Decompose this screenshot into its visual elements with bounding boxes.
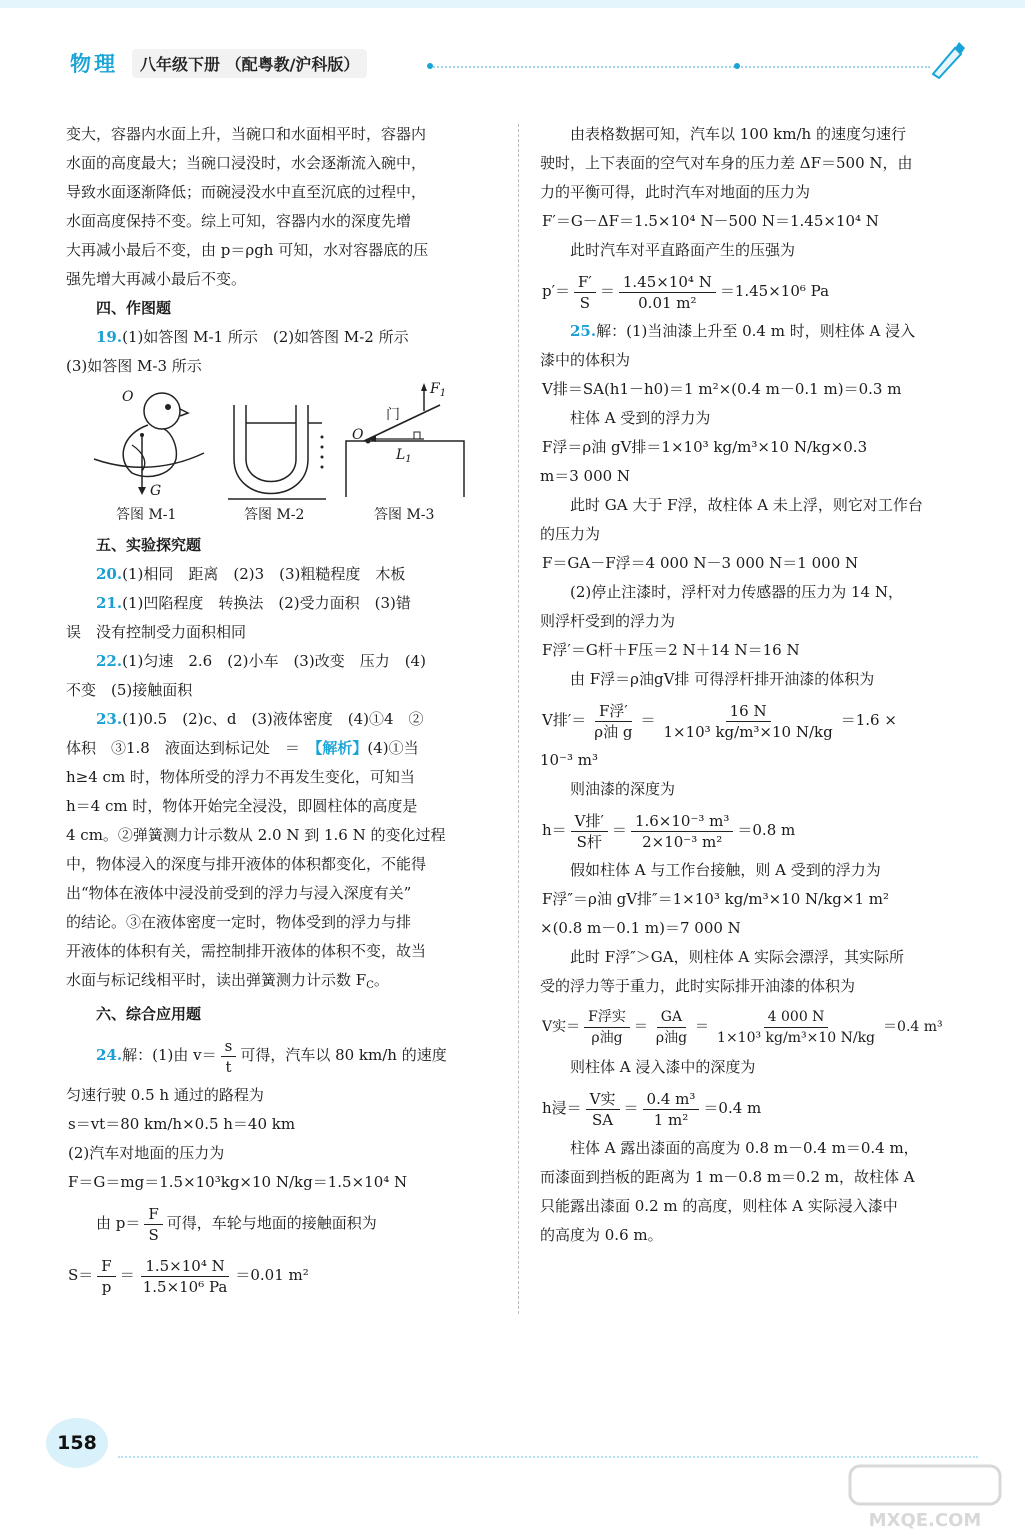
section-heading: 六、综合应用题 (96, 1005, 202, 1023)
text-line: (2)汽车对地面的压力为 (68, 1144, 225, 1162)
answer-text: V实＝ (542, 1019, 581, 1035)
text-line: 开液体的体积有关，需控制排开液体的体积不变，故当 (66, 942, 427, 960)
denominator: 0.01 m² (638, 293, 697, 312)
section-heading: 五、实验探究题 (96, 536, 202, 554)
denominator: S (579, 293, 591, 312)
equation (540, 265, 980, 317)
numerator: 1.45×10⁴ N (619, 272, 716, 293)
denominator: S杆 (576, 832, 602, 851)
text-line: 则油漆的深度为 (570, 780, 676, 798)
footer-dotted-line (118, 1456, 978, 1458)
denominator: ρ油g (655, 1029, 688, 1046)
answer-text: ＝1.45×10⁶ Pa (719, 282, 830, 300)
answer-text: ＝ (119, 1266, 135, 1284)
page-number: 158 (46, 1418, 108, 1468)
fraction (571, 811, 608, 852)
equation: F＝GA－F浮＝4 000 N－3 000 N＝1 000 N (542, 554, 859, 572)
answer-text: h＝ (542, 821, 567, 839)
caption-m1: 答图 M-1 (116, 507, 177, 523)
answer-text: (1)凹陷程度 转换法 (2)受力面积 (3)错 (122, 594, 411, 612)
text-line: 误 没有控制受力面积相同 (66, 623, 247, 641)
fraction (221, 1036, 237, 1077)
text-line: 的压力为 (540, 525, 601, 543)
answer-text: ＝0.4 m³ (883, 1019, 943, 1035)
answer-text: 体积 ③1.8 液面达到标记处 ＝ (66, 739, 315, 757)
answer-text: 解：(1)当油漆上升至 0.4 m 时，则柱体 A 浸入 (596, 322, 916, 340)
answer-text: ＝ (611, 821, 627, 839)
equation (540, 804, 980, 856)
watermark-logo (840, 1462, 1010, 1532)
numerator: s (221, 1036, 237, 1057)
equation (66, 1249, 498, 1301)
equation: F′＝G－ΔF＝1.5×10⁴ N－500 N＝1.45×10⁴ N (542, 212, 879, 230)
label-L: L (396, 447, 406, 463)
equation: F浮＝ρ油 gV排＝1×10³ kg/m³×10 N/kg×0.3 (542, 438, 868, 456)
text-line: 力的平衡可得，此时汽车对地面的压力为 (540, 183, 811, 201)
text-line: 驶时，上下表面的空气对车身的压力差 ΔF＝500 N，由 (540, 154, 913, 172)
equation (66, 1197, 498, 1249)
label-O: O (122, 389, 134, 405)
text-line: 柱体 A 受到的浮力为 (570, 409, 711, 427)
answer-23 (66, 705, 498, 734)
answer-19 (66, 323, 498, 352)
fraction (586, 1089, 620, 1130)
text-line: 由 F浮＝ρ油gV排 可得浮杆排开油漆的体积为 (570, 670, 875, 688)
fraction (574, 272, 596, 313)
text-line (66, 734, 498, 763)
header-dot (427, 63, 433, 69)
denominator: t (225, 1057, 232, 1076)
grade-label: 八年级下册 （配粤教/沪科版） (132, 49, 367, 78)
text-line: 大再减小最后不变，由 p＝ρgh 可知，水对容器底的压 (66, 241, 429, 259)
answer-21 (66, 589, 498, 618)
denominator: S (148, 1225, 159, 1244)
answer-24 (66, 1029, 498, 1081)
pen-icon (925, 38, 967, 80)
answer-text: (4)①当 (367, 739, 419, 757)
text-line: 水面高度保持不变。综上可知，容器内水的深度先增 (66, 212, 412, 230)
section-heading: 四、作图题 (96, 299, 172, 317)
equation: F＝G＝mg＝1.5×10³kg×10 N/kg＝1.5×10⁴ N (68, 1173, 408, 1191)
text-line: 4 cm。②弹簧测力计示数从 2.0 N 到 1.6 N 的变化过程 (66, 826, 446, 844)
answer-text: (1)相同 距离 (2)3 (3)粗糙程度 木板 (122, 565, 406, 583)
denominator: 1×10³ kg/m³×10 N/kg (717, 1029, 876, 1046)
text-line: 10⁻³ m³ (540, 751, 599, 769)
answer-text: ＝ (633, 1019, 648, 1035)
fraction (631, 811, 733, 852)
text-line: 受的浮力等于重力，此时实际排开油漆的体积为 (540, 977, 856, 995)
numerator: V排′ (571, 811, 608, 832)
text-line: (3)如答图 M-3 所示 (66, 357, 202, 375)
denominator: 1.5×10⁶ Pa (142, 1277, 228, 1296)
numerator: F (144, 1204, 162, 1225)
question-number: 20. (96, 565, 123, 583)
watermark-text: MXQE.COM (868, 1510, 982, 1531)
answer-text: 解：(1)由 v＝ (122, 1046, 217, 1064)
answer-text: S＝ (68, 1266, 94, 1284)
numerator: 0.4 m³ (643, 1089, 700, 1110)
text-line: 漆中的体积为 (540, 351, 631, 369)
numerator: F浮′ (595, 701, 632, 722)
text-line: 柱体 A 露出漆面的高度为 0.8 m－0.4 m＝0.4 m， (570, 1139, 919, 1157)
equation (540, 1082, 980, 1134)
label-L1 (396, 441, 412, 474)
text-line (66, 966, 498, 1000)
fraction (643, 1089, 700, 1130)
numerator: V实 (586, 1089, 620, 1110)
fraction (659, 701, 836, 742)
fraction (144, 1204, 162, 1245)
text-line: 水面的高度最大；当碗口浸没时，水会逐渐流入碗中， (66, 154, 427, 172)
fraction (97, 1256, 115, 1297)
text-line: 此时汽车对平直路面产生的压强为 (570, 241, 796, 259)
answer-text: (1)匀速 2.6 (2)小车 (3)改变 压力 (4) (122, 652, 426, 670)
label-F1 (430, 375, 446, 408)
u-tube-figure (226, 389, 336, 501)
equation: s＝vt＝80 km/h×0.5 h＝40 km (68, 1115, 296, 1133)
denominator: 2×10⁻³ m² (642, 832, 723, 851)
answer-20 (66, 560, 498, 589)
top-band (0, 0, 1025, 8)
equation: F浮′＝G杆＋F压＝2 N＋14 N＝16 N (542, 641, 800, 659)
fraction (584, 1007, 630, 1048)
text-line: 假如柱体 A 与工作台接触，则 A 受到的浮力为 (570, 861, 881, 879)
denominator: SA (592, 1110, 614, 1129)
analysis-tag: 【解析】 (314, 739, 368, 757)
numerator: GA (657, 1007, 686, 1028)
denominator: ρ油g (591, 1029, 623, 1046)
answer-text: ＝0.8 m (737, 821, 796, 839)
figure-row (66, 381, 498, 523)
text-line: 只能露出漆面 0.2 m 的高度，则柱体 A 实际浸入漆中 (540, 1197, 898, 1215)
text-line: h≥4 cm 时，物体所受的浮力不再发生变化，可知当 (66, 768, 415, 786)
question-number: 23. (96, 710, 123, 728)
question-number: 19. (96, 328, 123, 346)
answer-text: 可得，车轮与地面的接触面积为 (166, 1214, 377, 1232)
fraction (619, 272, 716, 313)
text-line: 则浮杆受到的浮力为 (540, 612, 676, 630)
label-F: F (430, 381, 440, 397)
text-line: 中，物体浸入的深度与排开液体的体积都变化，不能得 (66, 855, 427, 873)
numerator: F浮实 (584, 1007, 630, 1028)
answer-text: 。 (373, 971, 389, 989)
answer-text: 可得，汽车以 80 km/h 的速度 (240, 1046, 447, 1064)
fraction (713, 1007, 879, 1048)
text-line: 由表格数据可知，汽车以 100 km/h 的速度匀速行 (570, 125, 906, 143)
header-dot (734, 63, 740, 69)
denominator: p (101, 1277, 112, 1296)
text-line: 则柱体 A 浸入漆中的深度为 (570, 1058, 756, 1076)
answer-text: (1)如答图 M-1 所示 (2)如答图 M-2 所示 (122, 328, 409, 346)
text-line: h＝4 cm 时，物体开始完全浸没，即圆柱体的高度是 (66, 797, 418, 815)
text-line: 不变 (5)接触面积 (66, 681, 193, 699)
header-dotted-line (430, 66, 930, 68)
denominator: 1×10³ kg/m³×10 N/kg (663, 722, 833, 741)
text-line: 的结论。③在液体密度一定时，物体受到的浮力与排 (66, 913, 412, 931)
subject-title: 物理 (70, 52, 118, 76)
answer-text: 水面与标记线相平时，读出弹簧测力计示数 F (66, 971, 367, 989)
column-divider (518, 124, 519, 1314)
text-line: 强先增大再减小最后不变。 (66, 270, 247, 288)
numerator: 16 N (726, 701, 771, 722)
answer-text: (1)0.5 (2)c、d (3)液体密度 (4)①4 ② (122, 710, 424, 728)
text-line: 而漆面到挡板的距离为 1 m－0.8 m＝0.2 m，故柱体 A (540, 1168, 915, 1186)
text-line: (2)停止注漆时，浮杆对力传感器的压力为 14 N， (570, 583, 903, 601)
equation: F浮″＝ρ油 gV排″＝1×10³ kg/m³×10 N/kg×1 m² (542, 890, 890, 908)
label-F-sub: 1 (439, 388, 447, 399)
label-O-lever: O (352, 427, 364, 443)
denominator: ρ油 g (594, 722, 633, 741)
answer-text: 由 p＝ (96, 1214, 141, 1232)
answer-text: ＝ (695, 1019, 710, 1035)
answer-text: ＝ (640, 711, 656, 729)
subscript: C (366, 980, 374, 991)
answer-text: ＝1.6 × (840, 711, 897, 729)
answer-text: h浸＝ (542, 1099, 582, 1117)
question-number: 22. (96, 652, 123, 670)
denominator: 1 m² (653, 1110, 689, 1129)
equation: ×(0.8 m－0.1 m)＝7 000 N (540, 919, 741, 937)
numerator: F (97, 1256, 115, 1277)
label-L-sub: 1 (405, 454, 412, 465)
fraction (590, 701, 636, 742)
text-line: 匀速行驶 0.5 h 通过的路程为 (66, 1086, 264, 1104)
answer-text: ＝ (599, 282, 615, 300)
caption-m3: 答图 M-3 (374, 507, 435, 523)
fraction (139, 1256, 232, 1297)
text-line: 变大，容器内水面上升，当碗口和水面相平时，容器内 (66, 125, 427, 143)
numerator: 1.6×10⁻³ m³ (631, 811, 733, 832)
page-header (70, 46, 367, 80)
numerator: 1.5×10⁴ N (141, 1256, 228, 1277)
answer-text: ＝ (623, 1099, 639, 1117)
label-G: G (150, 483, 162, 499)
equation: V排＝SA(h1－h0)＝1 m²×(0.4 m－0.1 m)＝0.3 m (542, 380, 902, 398)
answer-text: p′＝ (542, 282, 571, 300)
answer-text: V排′＝ (542, 711, 587, 729)
answer-text: ＝0.4 m (703, 1099, 762, 1117)
answer-22 (66, 647, 498, 676)
equation: m＝3 000 N (540, 467, 631, 485)
text-line: 的高度为 0.6 m。 (540, 1226, 663, 1244)
text-line: 此时 F浮″＞GA，则柱体 A 实际会漂浮，其实际所 (570, 948, 904, 966)
left-column (66, 120, 498, 1301)
equation (540, 1001, 980, 1053)
label-door: 门 (386, 407, 400, 423)
watermark-graphic (840, 1462, 1010, 1532)
question-number: 25. (570, 322, 597, 340)
numerator: F′ (574, 272, 596, 293)
text-line: 出“物体在液体中浸没前受到的浮力与浸入深度有关” (66, 884, 412, 902)
question-number: 24. (96, 1046, 123, 1064)
fraction (652, 1007, 691, 1048)
caption-m2: 答图 M-2 (244, 507, 305, 523)
answer-text: ＝0.01 m² (235, 1266, 309, 1284)
question-number: 21. (96, 594, 123, 612)
right-column (540, 120, 980, 1250)
text-line: 导致水面逐渐降低；而碗浸没水中直至沉底的过程中， (66, 183, 427, 201)
answer-25 (540, 317, 980, 346)
numerator: 4 000 N (764, 1007, 829, 1028)
equation (540, 694, 980, 746)
text-line: 此时 GA 大于 F浮，故柱体 A 未上浮，则它对工作台 (570, 496, 923, 514)
